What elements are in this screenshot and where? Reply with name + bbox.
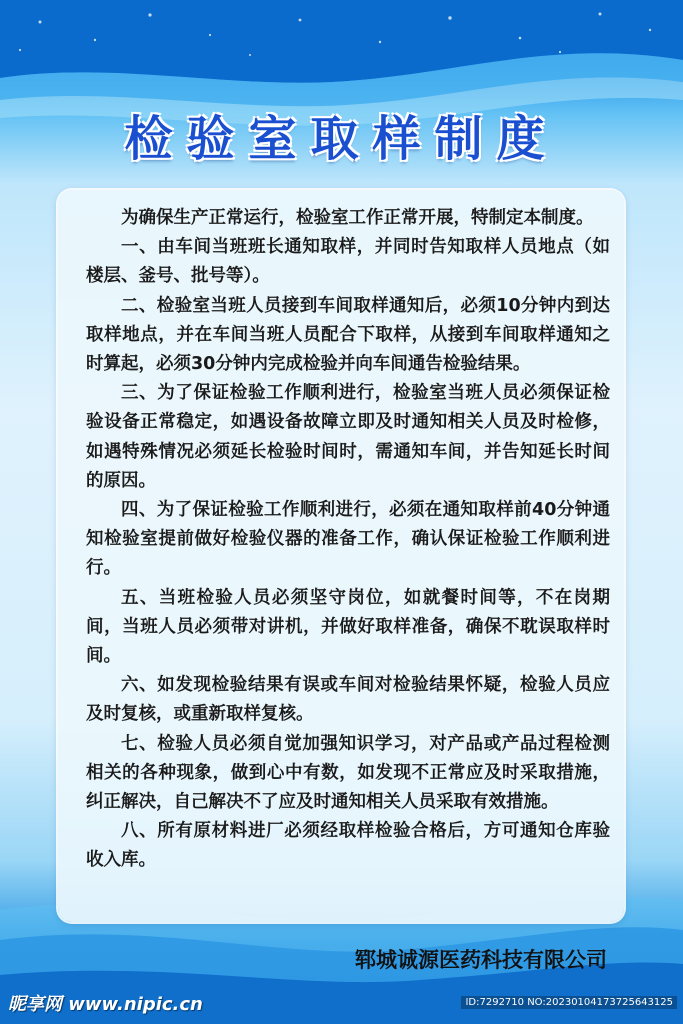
page-title: 检验室取样制度 [124,111,559,167]
watermark-id: ID:7292710 NO:20230104173725643125 [461,996,677,1009]
paragraph-5: 五、当班检验人员必须坚守岗位，如就餐时间等，不在岗期间，当班人员必须带对讲机，并做好取样准备，确保不耽误取样时间。 [86,587,610,667]
paragraph-4: 四、为了保证检验工作顺利进行，必须在通知取样前40分钟通知检验室提前做好检验仪器的准备工作，确认保证检验工作顺利进行。 [86,500,610,579]
watermark-logo: 昵享网 www.nipic.cn [8,994,203,1015]
paragraph-7: 七、检验人员必须自觉加强知识学习，对产品或产品过程检测相关的各种现象，做到心中有数，如发现不正常应及时采取措施，纠正解决，自己解决不了应及时通知相关人员采取有效措施。 [86,733,610,813]
company-name: 郓城诚源医药科技有限公司 [355,948,607,972]
paragraph-1: 一、由车间当班班长通知取样，并同时告知取样人员地点（如楼层、釜号、批号等）。 [86,237,610,287]
regulation-text [86,204,610,876]
paragraph-6: 六、如发现检验结果有误或车间对检验结果怀疑，检验人员应及时复核，或重新取样复核。 [86,675,610,725]
paragraph-3: 三、为了保证检验工作顺利进行，检验室当班人员必须保证检验设备正常稳定，如遇设备故障立即及时通知相关人员及时检修，如遇特殊情况必须延长检验时间时，需通知车间，并告知延长时间的原因。 [86,383,610,491]
paragraph-8: 八、所有原材料进厂必须经取样检验合格后，方可通知仓库验收入库。 [86,821,610,871]
paragraph-2: 二、检验室当班人员接到车间取样通知后，必须10分钟内到达取样地点，并在车间当班人员配合下取样，从接到车间取样通知之时算起，必须30分钟内完成检验并向车间通告检验结果。 [86,295,610,375]
paragraph-intro: 为确保生产正常运行，检验室工作正常开展，特制定本制度。 [121,208,594,228]
